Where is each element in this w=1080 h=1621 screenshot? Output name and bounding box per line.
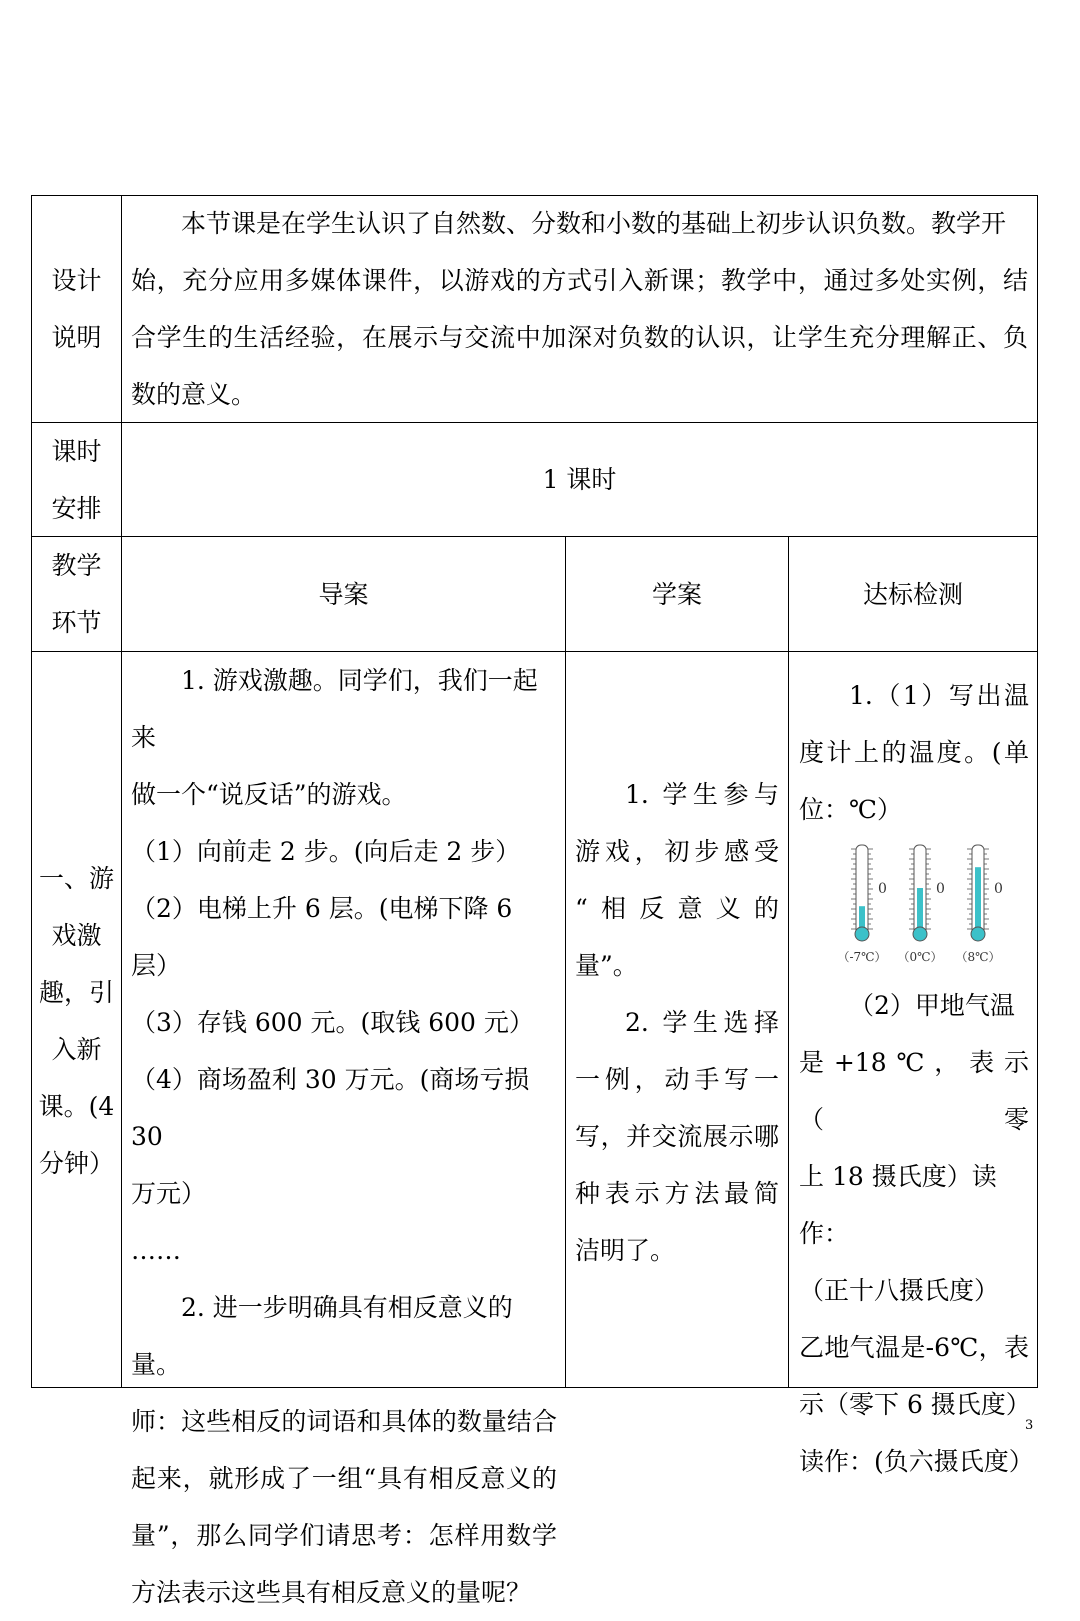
thermometer-caption: （0℃） <box>897 950 943 964</box>
thermometer-zero-label: 0 <box>994 881 1003 897</box>
thermometer-liquid <box>975 867 981 934</box>
design-label: 设计 说明 <box>51 266 102 352</box>
section1-study: 1. 学生参与 游戏，初步感受 “相反意义的 量”。 2. 学生选择 一例，动手写一 写，并交流展示哪 种表示方法最简 洁明了。 <box>575 780 779 1265</box>
section1-guide: 1. 游戏激趣。同学们，我们一起来 做一个“说反话”的游戏。 （1）向前走 2 步。(向后走 2 步） （2）电梯上升 6 层。(电梯下降 6 层） （3）存钱 600 元。(取钱 600 元） （4）商场盈利 30 万元。(商场亏损 30 万元） …… 2. 进一步明确具有相反意义的量。 师：这些相反的词语和具体的数量结合 起来，就形成了一组“具有相反意义的 量”，那么同学们请思考：怎样用数学 方法表示这些具有相反意义的量呢？ <box>131 666 557 1607</box>
stage-header-label: 教学 环节 <box>51 551 102 637</box>
section1-test-bottom: （2）甲地气温 是+18℃，表示（零 上 18 摄氏度）读作： （正十八摄氏度） 乙地气温是-6℃，表 示（零下 6 摄氏度） 读作：(负六摄氏度） <box>799 991 1034 1476</box>
thermometer-bulb <box>913 927 927 941</box>
design-text: 本节课是在学生认识了自然数、分数和小数的基础上初步认识负数。教学开 始，充分应用多媒体课件，以游戏的方式引入新课；教学中，通过多处实例，结 合学生的生活经验，在展示与交流中加深对负数的认识，让学生充分理解正、负 数的意义。 <box>131 209 1028 409</box>
page-number: 3 <box>1025 1418 1034 1433</box>
section1-test-top: 1.（1）写出温 度计上的温度。(单 位：℃） <box>799 681 1029 824</box>
thermometer-caption: （-7℃） <box>837 950 887 964</box>
test-column-header: 达标检测 <box>862 579 963 609</box>
thermometer-bulb <box>971 927 985 941</box>
thermometer-caption: （8℃） <box>955 950 1001 964</box>
thermometer-bulb <box>855 927 869 941</box>
section1-label: 一、游 戏激 趣，引 入新 课。(4 分钟） <box>38 864 115 1178</box>
study-column-header: 学案 <box>651 579 702 609</box>
thermometer-figure <box>796 840 1003 970</box>
thermometer-zero-label: 0 <box>878 881 887 897</box>
guide-column-header: 导案 <box>318 579 369 609</box>
thermometer-zero-label: 0 <box>936 881 945 897</box>
schedule-value: 1 课时 <box>542 465 617 494</box>
schedule-label: 课时 安排 <box>51 437 102 523</box>
lesson-plan-table <box>31 195 1038 1607</box>
